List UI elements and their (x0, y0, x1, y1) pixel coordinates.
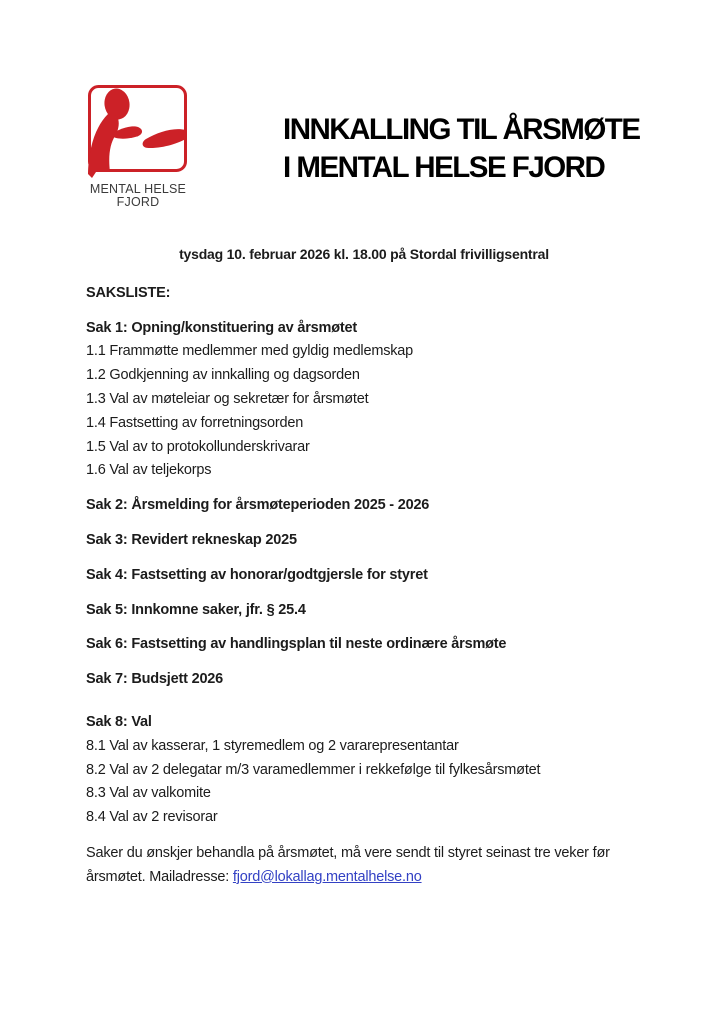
agenda-item: 1.6 Val av teljekorps (86, 462, 212, 479)
agenda-list (86, 317, 642, 830)
agenda-heading: Sak 5: Innkomne saker, jfr. § 25.4 (86, 601, 306, 618)
agenda-section-4 (86, 564, 642, 588)
document-body (86, 0, 642, 890)
agenda-item: 8.3 Val av valkomite (86, 785, 211, 802)
agenda-section-3 (86, 529, 642, 553)
submission-note (86, 842, 642, 890)
agenda-item: 1.4 Fastsetting av forretningsorden (86, 414, 304, 431)
agenda-item: 8.2 Val av 2 delegatar m/3 varamedlemmer i rekkefølge til fylkesårsmøtet (86, 761, 541, 778)
document-title-line1: INNKALLING TIL ÅRSMØTE (283, 113, 640, 146)
agenda-heading: Sak 2: Årsmelding for årsmøteperioden 2025 - 2026 (86, 497, 430, 514)
agenda-heading: Sak 8: Val (86, 713, 152, 730)
submission-note-text: Saker du ønskjer behandla på årsmøtet, må vere sendt til styret seinast tre veker før årsmøtet. Mailadresse: (86, 844, 610, 885)
logo-org-name-line2: FJORD (116, 195, 160, 209)
agenda-heading: Sak 1: Opning/konstituering av årsmøtet (86, 319, 357, 336)
agenda-heading: Sak 6: Fastsetting av handlingsplan til neste ordinære årsmøte (86, 636, 507, 653)
agenda-item: 1.3 Val av møteleiar og sekretær for årsmøtet (86, 390, 369, 407)
agenda-heading: Sak 4: Fastsetting av honorar/godtgjersle for styret (86, 566, 428, 583)
agenda-section-1 (86, 317, 642, 484)
agenda-heading: Sak 3: Revidert rekneskap 2025 (86, 531, 297, 548)
logo-org-name-line1: MENTAL HELSE (89, 182, 187, 196)
agenda-item: 1.2 Godkjenning av innkalling og dagsorden (86, 367, 360, 384)
agenda-heading: Sak 7: Budsjett 2026 (86, 671, 224, 688)
agenda-section-5 (86, 599, 642, 623)
document-title-line2: I MENTAL HELSE FJORD (283, 151, 605, 184)
agenda-item: 1.1 Frammøtte medlemmer med gyldig medlemskap (86, 343, 414, 360)
meeting-datetime: tysdag 10. februar 2026 kl. 18.00 på Stordal frivilligsentral (179, 246, 549, 262)
agenda-item: 8.1 Val av kasserar, 1 styremedlem og 2 vararepresentantar (86, 737, 459, 754)
agenda-label: SAKSLISTE: (86, 284, 171, 301)
agenda-section-6 (86, 633, 642, 657)
contact-email-link[interactable]: fjord@lokallag.mentalhelse.no (232, 868, 422, 885)
agenda-item: 8.4 Val av 2 revisorar (86, 809, 218, 826)
agenda-section-8 (86, 711, 642, 830)
agenda-item: 1.5 Val av to protokollunderskrivarar (86, 438, 310, 455)
agenda-section-7 (86, 668, 642, 692)
agenda-section-2 (86, 494, 642, 518)
